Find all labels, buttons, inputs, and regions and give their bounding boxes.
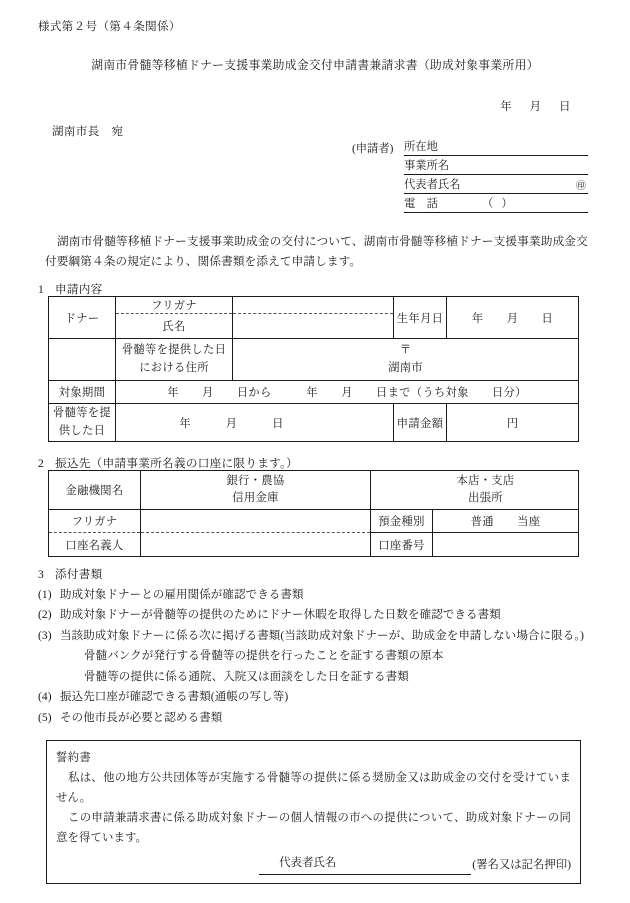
date-day-label: 日 — [559, 101, 571, 113]
applicant-representative-row — [352, 175, 588, 194]
applicant-phone-label: 電 話 — [404, 198, 438, 210]
table-row-account-holder — [49, 533, 579, 557]
submission-date-line — [500, 98, 585, 114]
branch-type-cell[interactable] — [371, 471, 579, 510]
pledge-title: 誓約書 — [56, 752, 92, 764]
section-3-number: 3 — [38, 568, 45, 581]
address-label-cell — [116, 339, 233, 381]
amount-label-cell: 申請金額 — [394, 404, 447, 442]
account-number-input-cell[interactable] — [433, 533, 579, 557]
institution-type-line2: 信用金庫 — [232, 492, 279, 504]
applicant-location-field[interactable] — [404, 138, 588, 156]
branch-type-line1: 本店・支店 — [456, 474, 515, 487]
addressee: 湖南市長 宛 — [52, 126, 124, 138]
deposit-type-options-cell[interactable]: 普通 当座 — [433, 510, 579, 533]
account-number-label-cell: 口座番号 — [371, 533, 433, 557]
pledge-signature-note: (署名又は記名押印) — [472, 859, 571, 872]
city-prefill: 湖南市 — [388, 361, 423, 374]
pledge-signature-row — [56, 853, 571, 875]
section-3-label: 添付書類 — [55, 568, 103, 581]
period-value-cell[interactable]: 年 月 日から 年 月 日まで（うち対象 日分） — [116, 381, 579, 404]
date-month-label: 月 — [529, 101, 542, 113]
donation-date-label-line1: 骨髄等を提 — [53, 407, 111, 419]
furigana-label-cell: フリガナ — [116, 297, 233, 314]
list-item-marker: (2) — [38, 609, 52, 622]
section-1-number: 1 — [38, 283, 45, 296]
applicant-office-label: 事業所名 — [404, 160, 450, 172]
form-number: 様式第２号（第４条関係） — [38, 21, 181, 33]
list-item-text: 振込先口座が確認できる書類(通帳の写し等) — [60, 691, 289, 704]
list-item — [38, 626, 590, 646]
list-item — [38, 605, 590, 625]
list-item-marker: (1) — [38, 589, 52, 601]
application-statement: 湖南市骨髄等移植ドナー支援事業助成金の交付について、湖南市骨髄等移植ドナー支援事業助成金交付要綱第４条の規定により、関係書類を添えて申請します。 — [45, 235, 588, 268]
applicant-location-row — [352, 137, 588, 156]
pledge-box — [46, 740, 581, 884]
table-row-donation-date — [49, 404, 579, 442]
applicant-representative-field[interactable] — [404, 176, 588, 194]
applicant-location-label: 所在地 — [404, 141, 438, 153]
name-label-cell: 氏名 — [116, 314, 233, 339]
institution-label-cell: 金融機関名 — [49, 471, 141, 510]
bank-furigana-label-cell: フリガナ — [49, 510, 141, 533]
list-item — [38, 687, 590, 707]
amount-input-cell[interactable]: 円 — [447, 404, 579, 442]
section-3-heading — [38, 566, 103, 582]
donor-info-table — [48, 296, 579, 442]
applicant-phone-field[interactable] — [404, 195, 588, 213]
holder-label-cell: 口座名義人 — [49, 533, 141, 557]
attachment-list — [38, 585, 590, 728]
list-item-marker: (3) — [38, 629, 52, 642]
sub-list-item: 骨髄バンクが発行する骨髄等の提供を行ったことを証する書類の原本 — [84, 650, 444, 663]
date-year-label: 年 — [500, 101, 513, 113]
phone-paren — [482, 195, 521, 211]
applicant-block — [352, 137, 588, 213]
seal-icon: ㊞ — [576, 181, 586, 192]
section-2-label: 振込先（申請事業所名義の口座に限ります。） — [55, 457, 299, 470]
pledge-signature-field[interactable]: 代表者氏名 — [259, 853, 471, 875]
section-1-label: 申請内容 — [55, 283, 103, 296]
holder-input-cell[interactable] — [141, 533, 371, 557]
bank-account-table — [48, 470, 579, 557]
name-input-cell[interactable] — [233, 314, 394, 339]
section-1-heading — [38, 281, 103, 297]
institution-type-cell[interactable] — [141, 471, 371, 510]
address-label-line2: における住所 — [139, 361, 209, 374]
branch-type-line2: 出張所 — [468, 492, 503, 504]
list-item-text: 助成対象ドナーが骨髄等の提供のためにドナー休暇を取得した日数を確認できる書類 — [60, 609, 501, 622]
furigana-input-cell[interactable] — [233, 297, 394, 314]
birthdate-value-cell[interactable]: 年 月 日 — [447, 297, 579, 339]
list-item-text: 当該助成対象ドナーに係る次に掲げる書類(当該助成対象ドナーが、助成金を申請しない場合に限る。) — [60, 629, 585, 642]
donation-date-label-cell — [49, 404, 116, 442]
list-item-text: 助成対象ドナーとの雇用関係が確認できる書類 — [60, 589, 304, 601]
table-row-address — [49, 339, 579, 381]
pledge-paragraph-2: この申請兼請求書に係る助成対象ドナーの個人情報の市への提供について、助成対象ドナーの同意を得ています。 — [56, 812, 571, 845]
applicant-office-row — [352, 156, 588, 175]
list-item — [38, 708, 590, 728]
postal-mark: 〒 — [399, 344, 412, 356]
donor-label-cell: ドナー — [49, 297, 116, 339]
table-row-account-furigana — [49, 510, 579, 533]
list-item-text: その他市長が必要と認める書類 — [60, 711, 223, 724]
address-label-line1: 骨髄等を提供した日 — [121, 344, 227, 356]
phone-paren-open: （ — [482, 198, 502, 210]
table-row-furigana — [49, 297, 579, 314]
list-item — [38, 585, 590, 605]
bank-furigana-input-cell[interactable] — [141, 510, 371, 533]
sub-list-item: 骨髄等の提供に係る通院、入院又は面談をした日を証する書類 — [84, 670, 409, 683]
donation-date-value-cell[interactable]: 年 月 日 — [116, 404, 394, 442]
section-2-heading — [38, 455, 298, 471]
table-row-period — [49, 381, 579, 404]
list-item-marker: (4) — [38, 691, 52, 704]
list-item-marker: (5) — [38, 711, 52, 724]
birthdate-label-cell: 生年月日 — [394, 297, 447, 339]
deposit-type-label-cell: 預金種別 — [371, 510, 433, 533]
applicant-office-field[interactable] — [404, 157, 588, 175]
applicant-prefix: (申請者) — [352, 143, 394, 155]
donation-date-label-line2: 供した日 — [58, 424, 106, 437]
donor-label-cell-2 — [49, 339, 116, 381]
applicant-representative-label: 代表者氏名 — [404, 179, 461, 191]
institution-type-line1: 銀行・農協 — [226, 474, 285, 487]
phone-paren-close: ） — [501, 198, 521, 210]
section-2-number: 2 — [38, 457, 45, 470]
address-input-cell[interactable] — [233, 339, 579, 381]
pledge-paragraph-1: 私は、他の地方公共団体等が実施する骨髄等の提供に係る奨励金又は助成金の交付を受けていません。 — [56, 772, 571, 805]
applicant-phone-row — [352, 194, 588, 213]
period-label-cell: 対象期間 — [49, 381, 116, 404]
table-row-institution — [49, 471, 579, 510]
document-title: 湖南市骨髄等移植ドナー支援事業助成金交付申請書兼請求書（助成対象事業所用） — [91, 58, 539, 72]
